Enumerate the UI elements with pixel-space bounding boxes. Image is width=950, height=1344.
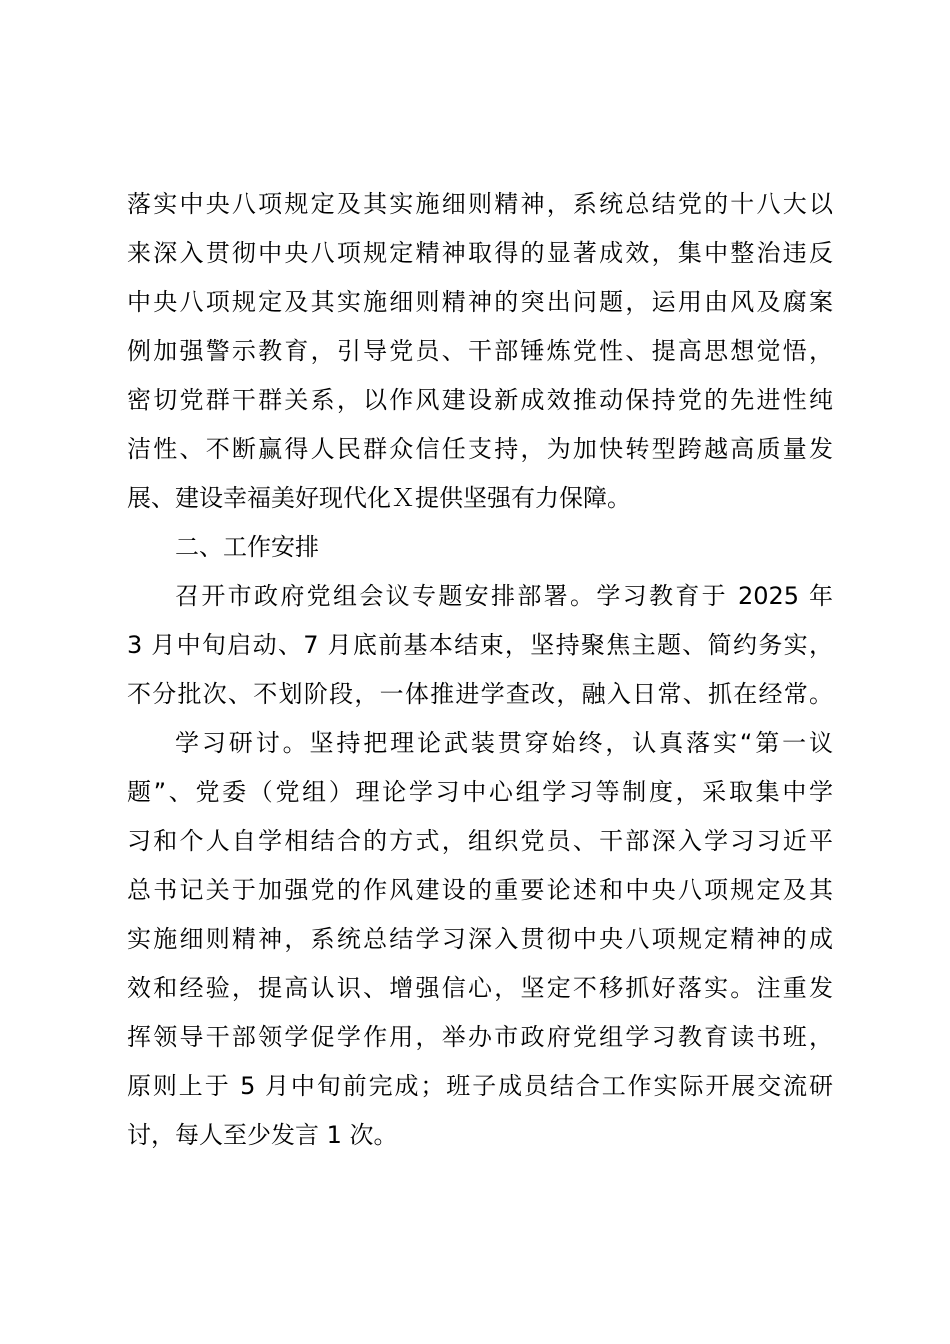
document-body: [127, 180, 833, 1160]
paragraph-3: [127, 719, 833, 1160]
paragraph-1: [127, 180, 833, 523]
text-line: 习和个人自学相结合的方式，组织党员、干部深入学习习近平: [127, 827, 833, 855]
section-heading: 二、工作安排: [175, 533, 319, 561]
text-line: 讨，每人至少发言 1 次。: [127, 1121, 398, 1149]
text-line: 挥领导干部领学促学作用，举办市政府党组学习教育读书班，: [127, 1023, 833, 1051]
text-line: 题”、党委（党组）理论学习中心组学习等制度，采取集中学: [127, 778, 833, 806]
text-line: 总书记关于加强党的作风建设的重要论述和中央八项规定及其: [127, 876, 833, 904]
text-line: 3 月中旬启动、7 月底前基本结束，坚持聚焦主题、简约务实，: [127, 631, 833, 659]
paragraph-2: [127, 572, 833, 719]
text-line: 中央八项规定及其实施细则精神的突出问题，运用由风及腐案: [127, 288, 833, 316]
text-line: 密切党群干群关系，以作风建设新成效推动保持党的先进性纯: [127, 386, 833, 414]
text-line: 例加强警示教育，引导党员、干部锤炼党性、提高思想觉悟，: [127, 337, 833, 365]
text-line: 学习研讨。坚持把理论武装贯穿始终，认真落实“第一议: [175, 729, 833, 757]
text-line: 落实中央八项规定及其实施细则精神，系统总结党的十八大以: [127, 190, 833, 218]
text-line: 原则上于 5 月中旬前完成；班子成员结合工作实际开展交流研: [127, 1072, 833, 1100]
text-line: 不分批次、不划阶段，一体推进学查改，融入日常、抓在经常。: [127, 680, 833, 708]
text-line: 召开市政府党组会议专题安排部署。学习教育于 2025 年: [175, 582, 833, 610]
text-line: 实施细则精神，系统总结学习深入贯彻中央八项规定精神的成: [127, 925, 833, 953]
text-line: 来深入贯彻中央八项规定精神取得的显著成效，集中整治违反: [127, 239, 833, 267]
text-line: 效和经验，提高认识、增强信心，坚定不移抓好落实。注重发: [127, 974, 833, 1002]
text-line: 展、建设幸福美好现代化Ｘ提供坚强有力保障。: [127, 484, 631, 512]
text-line: 洁性、不断赢得人民群众信任支持，为加快转型跨越高质量发: [127, 435, 833, 463]
